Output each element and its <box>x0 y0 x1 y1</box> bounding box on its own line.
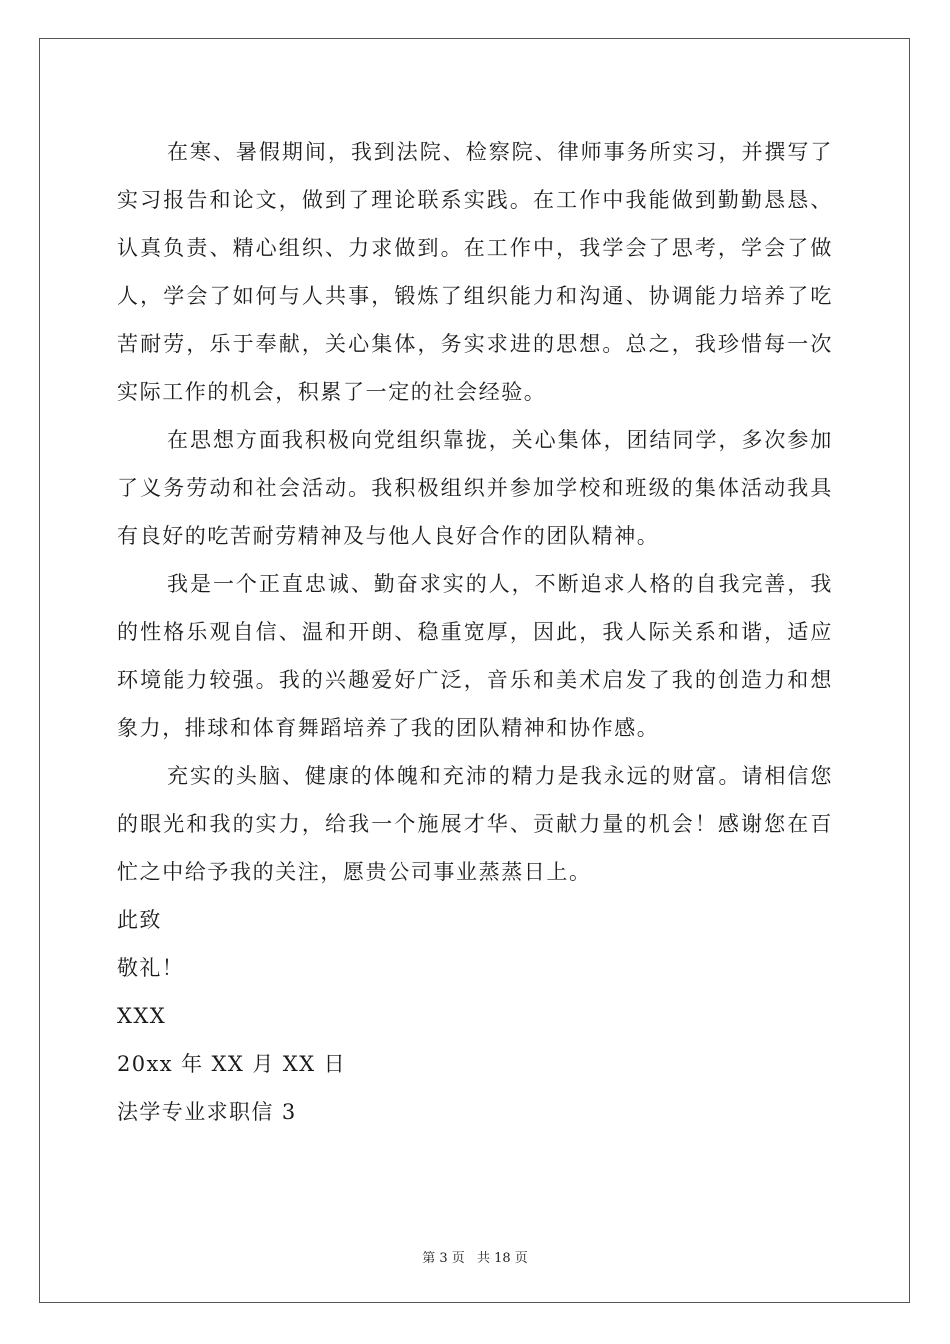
letter-body <box>117 128 833 1136</box>
paragraph-internship: 在寒、暑假期间，我到法院、检察院、律师事务所实习，并撰写了实习报告和论文，做到了理论联系实践。在工作中我能做到勤勤恳恳、认真负责、精心组织、力求做到。在工作中，我学会了思考，学会了做人，学会了如何与人共事，锻炼了组织能力和沟通、协调能力培养了吃苦耐劳，乐于奉献，关心集体，务实求进的思想。总之，我珍惜每一次实际工作的机会，积累了一定的社会经验。 <box>117 140 833 404</box>
salute-phrase: 敬礼！ <box>117 956 185 980</box>
closing-phrase: 此致 <box>117 908 162 932</box>
paragraph-ideology: 在思想方面我积极向党组织靠拢，关心集体，团结同学，多次参加了义务劳动和社会活动。我积极组织并参加学校和班级的集体活动我具有良好的吃苦耐劳精神及与他人良好合作的团队精神。 <box>117 428 833 548</box>
letter-date: 20xx 年 XX 月 XX 日 <box>117 1052 346 1076</box>
next-letter-title: 法学专业求职信 3 <box>117 1100 297 1124</box>
page-number-current: 第 3 页 <box>422 1251 465 1266</box>
paragraph-conclusion: 充实的头脑、健康的体魄和充沛的精力是我永远的财富。请相信您的眼光和我的实力，给我一个施展才华、贡献力量的机会！感谢您在百忙之中给予我的关注，愿贵公司事业蒸蒸日上。 <box>117 764 833 884</box>
paragraph-personality: 我是一个正直忠诚、勤奋求实的人，不断追求人格的自我完善，我的性格乐观自信、温和开朗、稳重宽厚，因此，我人际关系和谐，适应环境能力较强。我的兴趣爱好广泛，音乐和美术启发了我的创造力和想象力，排球和体育舞蹈培养了我的团队精神和协作感。 <box>117 572 833 740</box>
page-footer <box>0 1247 950 1266</box>
signature: XXX <box>117 1004 167 1028</box>
page-number-total: 共 18 页 <box>476 1251 528 1266</box>
